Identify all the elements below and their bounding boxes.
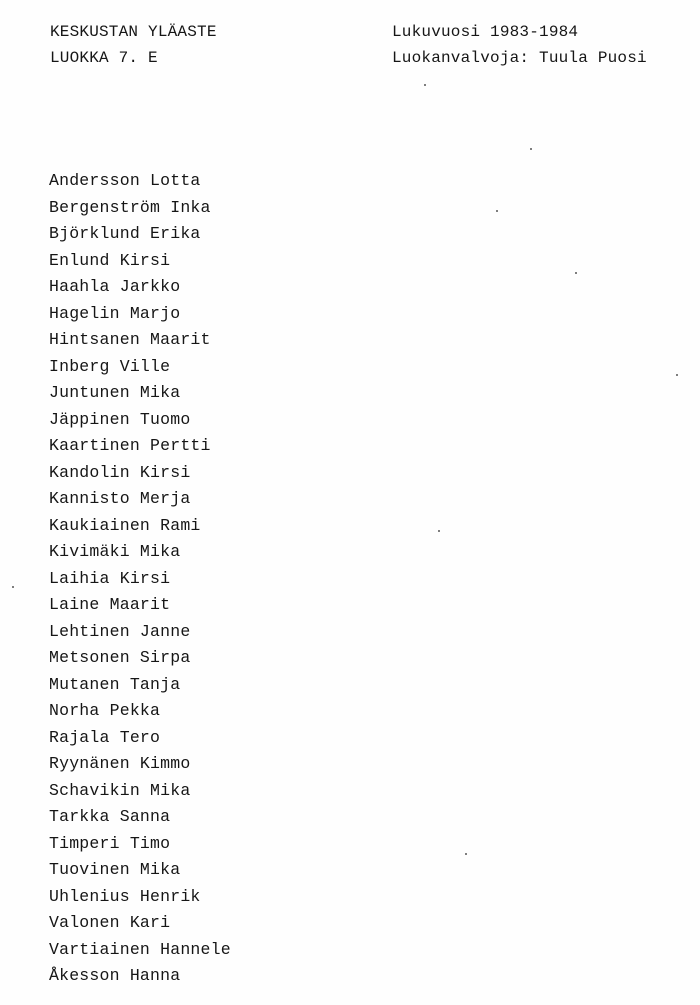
student-name: Kandolin Kirsi: [49, 462, 191, 482]
scan-speck: [465, 853, 467, 855]
student-name: Timperi Timo: [49, 833, 171, 853]
student-name: Tuovinen Mika: [49, 860, 181, 879]
student-name: Rajala Tero: [49, 727, 161, 747]
scan-speck: [424, 84, 426, 86]
scan-speck: [12, 586, 14, 588]
student-name: Kannisto Merja: [49, 489, 191, 508]
student-name: Kaartinen Pertti: [49, 436, 211, 455]
student-name: Hagelin Marjo: [49, 303, 181, 323]
student-name: Björklund Erika: [49, 224, 201, 243]
student-name: Schavikin Mika: [49, 780, 191, 800]
scan-speck: [676, 374, 678, 376]
student-list: [49, 171, 231, 993]
scan-speck: [575, 272, 577, 274]
student-name: Mutanen Tanja: [49, 674, 181, 694]
student-name: Tarkka Sanna: [49, 807, 171, 826]
student-name: Haahla Jarkko: [49, 277, 181, 296]
student-name: Ryynänen Kimmo: [49, 754, 191, 773]
student-name: Bergenström Inka: [49, 197, 211, 217]
student-name: Inberg Ville: [49, 356, 171, 376]
student-name: Åkesson Hanna: [49, 966, 181, 985]
scan-speck: [530, 148, 532, 150]
student-name: Norha Pekka: [49, 701, 161, 720]
student-name: Metsonen Sirpa: [49, 648, 191, 667]
student-name: Kaukiainen Rami: [49, 515, 201, 535]
student-name: Uhlenius Henrik: [49, 886, 201, 906]
scan-speck: [438, 530, 440, 532]
student-name: Andersson Lotta: [49, 171, 201, 190]
student-name: Jäppinen Tuomo: [49, 409, 191, 429]
student-name: Vartiainen Hannele: [49, 939, 231, 959]
student-name: Laihia Kirsi: [49, 568, 171, 588]
school-year: Lukuvuosi 1983-1984: [392, 23, 579, 41]
scan-speck: [496, 210, 498, 212]
class-name: LUOKKA 7. E: [50, 49, 158, 67]
school-name: KESKUSTAN YLÄASTE: [50, 23, 217, 41]
student-name: Hintsanen Maarit: [49, 330, 211, 349]
student-name: Valonen Kari: [49, 913, 171, 932]
class-teacher: Luokanvalvoja: Tuula Puosi: [392, 49, 647, 67]
student-name: Laine Maarit: [49, 595, 171, 614]
student-name: Juntunen Mika: [49, 383, 181, 402]
student-name: Lehtinen Janne: [49, 621, 191, 641]
student-name: Enlund Kirsi: [49, 250, 171, 270]
student-name: Kivimäki Mika: [49, 542, 181, 561]
